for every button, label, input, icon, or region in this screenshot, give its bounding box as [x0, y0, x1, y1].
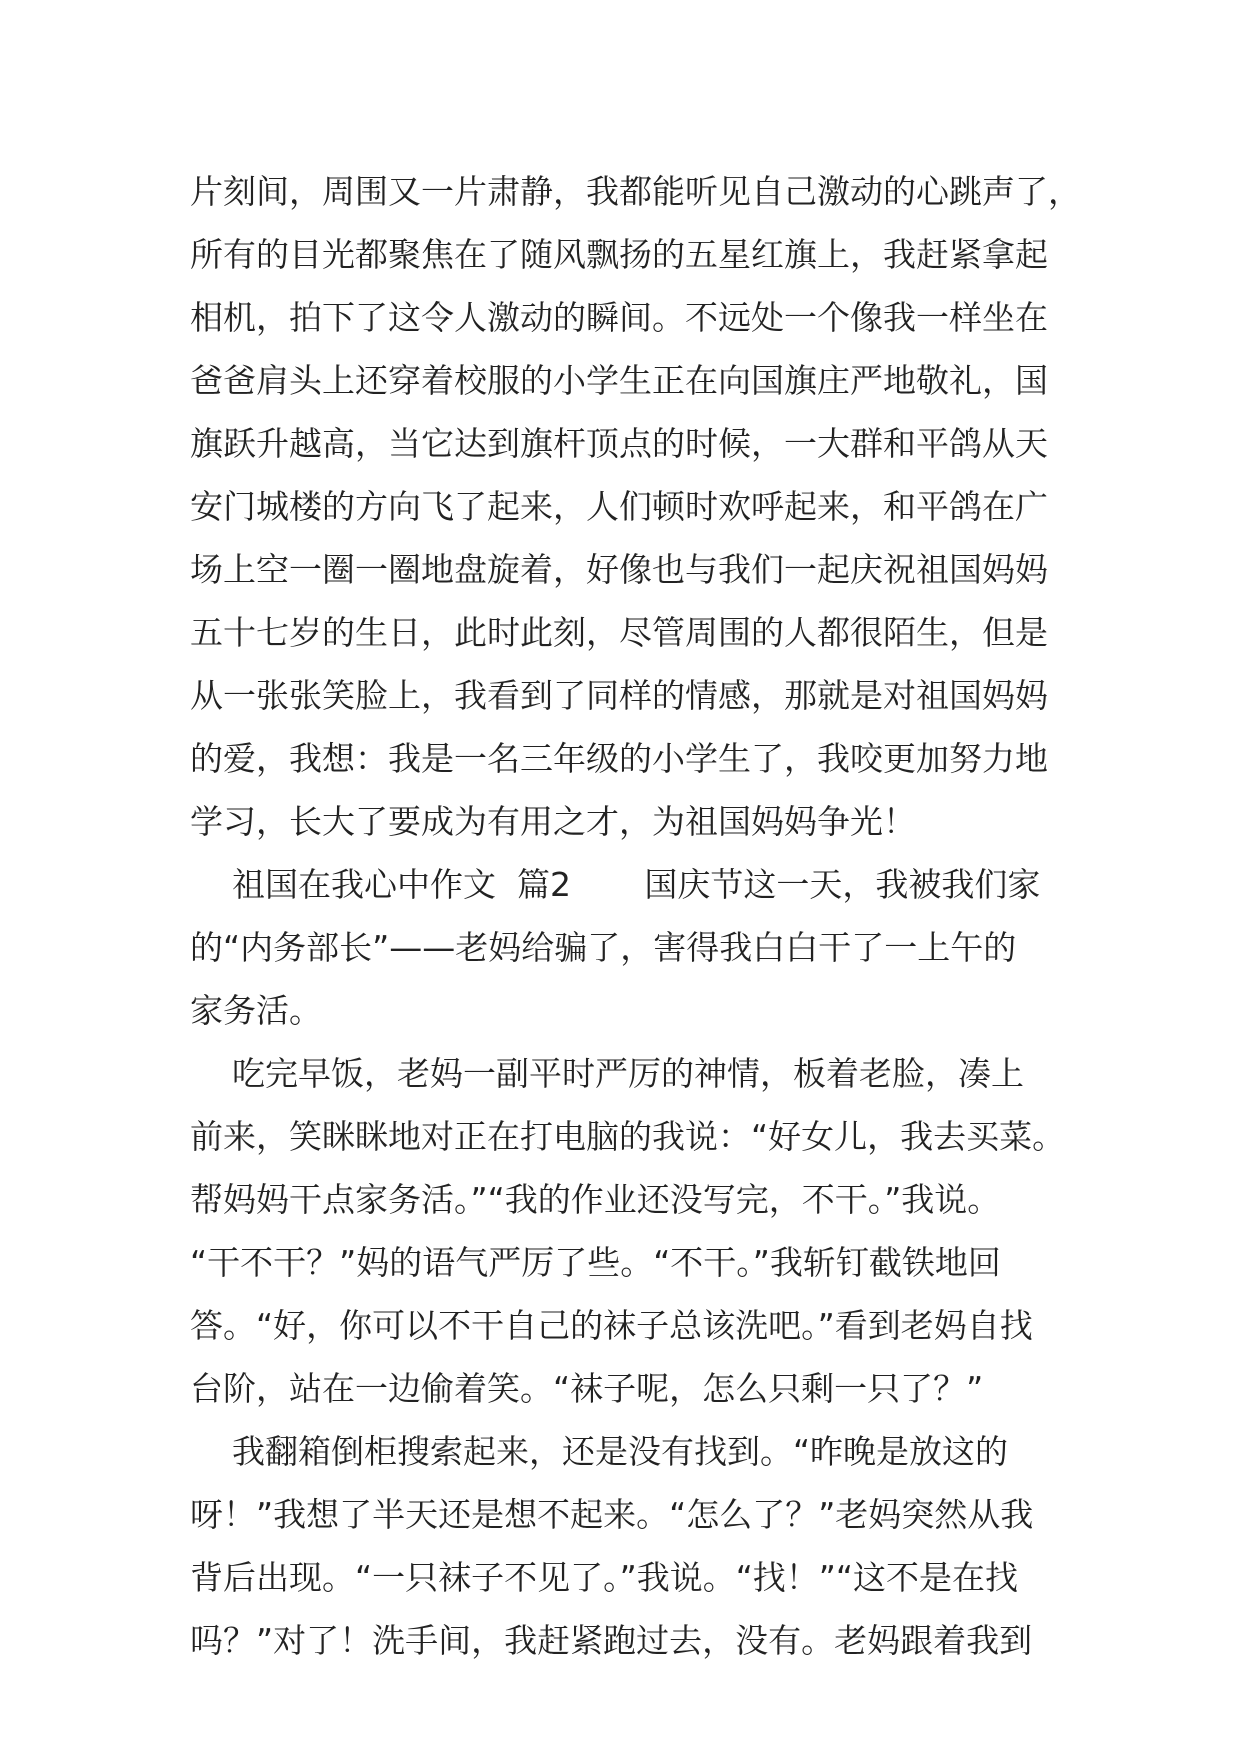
text-line: 相机，拍下了这令人激动的瞬间。不远处一个像我一样坐在 — [190, 298, 1048, 337]
text-line: “干不干？”妈的语气严厉了些。“不干。”我斩钉截铁地回 — [190, 1243, 1001, 1282]
text-line: 旗跃升越高，当它达到旗杆顶点的时候，一大群和平鸽从天 — [190, 424, 1048, 463]
text-line: 安门城楼的方向飞了起来，人们顿时欢呼起来，和平鸽在广 — [190, 487, 1048, 526]
text-line: 场上空一圈一圈地盘旋着，好像也与我们一起庆祝祖国妈妈 — [190, 550, 1048, 589]
text-line: 我翻箱倒柜搜索起来，还是没有找到。“昨晚是放这的 — [190, 1432, 1009, 1471]
text-line: 吃完早饭，老妈一副平时严厉的神情，板着老脸，凑上 — [190, 1054, 1024, 1093]
text-line: 的“内务部长”——老妈给骗了，害得我白白干了一上午的 — [190, 928, 1017, 967]
text-line: 的爱，我想：我是一名三年级的小学生了，我咬更加努力地 — [190, 739, 1048, 778]
text-line: 家务活。 — [190, 991, 322, 1030]
text-line: 台阶，站在一边偷着笑。“袜子呢，怎么只剩一只了？” — [190, 1369, 984, 1408]
text-line: 帮妈妈干点家务活。”“我的作业还没写完，不干。”我说。 — [190, 1180, 1001, 1219]
text-line: 所有的目光都聚焦在了随风飘扬的五星红旗上，我赶紧拿起 — [190, 235, 1048, 274]
text-line: 五十七岁的生日，此时此刻，尽管周围的人都很陌生，但是 — [190, 613, 1048, 652]
text-line: 前来，笑眯眯地对正在打电脑的我说：“好女儿，我去买菜。 — [190, 1117, 1066, 1156]
text-line: 答。“好，你可以不干自己的袜子总该洗吧。”看到老妈自找 — [190, 1306, 1033, 1345]
text-line: 吗？”对了！洗手间，我赶紧跑过去，没有。老妈跟着我到 — [190, 1621, 1033, 1660]
text-line: 学习，长大了要成为有用之才，为祖国妈妈争光！ — [190, 802, 916, 841]
text-line: 背后出现。“一只袜子不见了。”我说。“找！”“这不是在找 — [190, 1558, 1018, 1597]
text-line: 爸爸肩头上还穿着校服的小学生正在向国旗庄严地敬礼，国 — [190, 361, 1048, 400]
text-line: 呀！”我想了半天还是想不起来。“怎么了？”老妈突然从我 — [190, 1495, 1034, 1534]
essay-text-block — [190, 160, 1081, 1672]
section-heading-line: 祖国在我心中作文 篇2 国庆节这一天，我被我们家 — [190, 865, 1041, 904]
text-line: 片刻间，周围又一片肃静，我都能听见自己激动的心跳声了， — [190, 172, 1081, 211]
text-line: 从一张张笑脸上，我看到了同样的情感，那就是对祖国妈妈 — [190, 676, 1048, 715]
